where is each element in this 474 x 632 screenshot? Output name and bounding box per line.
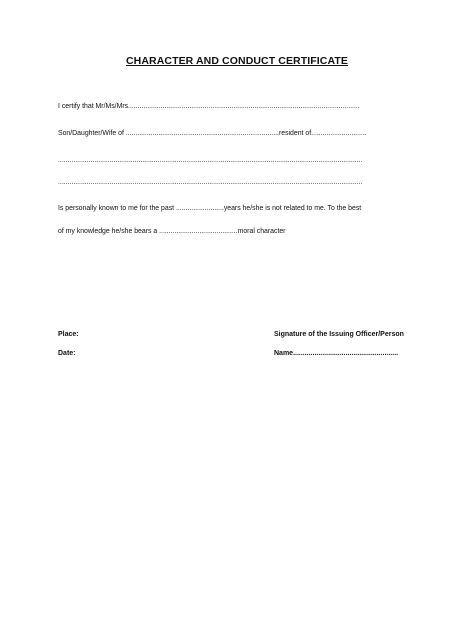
moral-character-line: of my knowledge he/she bears a .........................................moral character (58, 228, 286, 235)
address-line-1: ............................................................................................................................................................... (58, 157, 363, 164)
certify-line: I certify that Mr/Ms/Mrs......................................................................................................................... (58, 103, 360, 110)
relation-resident-line: Son/Daughter/Wife of ................................................................................resident of............................. (58, 130, 367, 137)
place-label: Place: (58, 331, 79, 338)
known-years-line: Is personally known to me for the past .........................years he/she is not related to me. To the best (58, 205, 362, 212)
name-label: Name...................................................... (274, 350, 399, 357)
date-label: Date: (58, 350, 76, 357)
certificate-title: CHARACTER AND CONDUCT CERTIFICATE (125, 55, 349, 67)
signature-label: Signature of the Issuing Officer/Person (274, 331, 404, 338)
address-line-2: ............................................................................................................................................................... (58, 179, 363, 186)
